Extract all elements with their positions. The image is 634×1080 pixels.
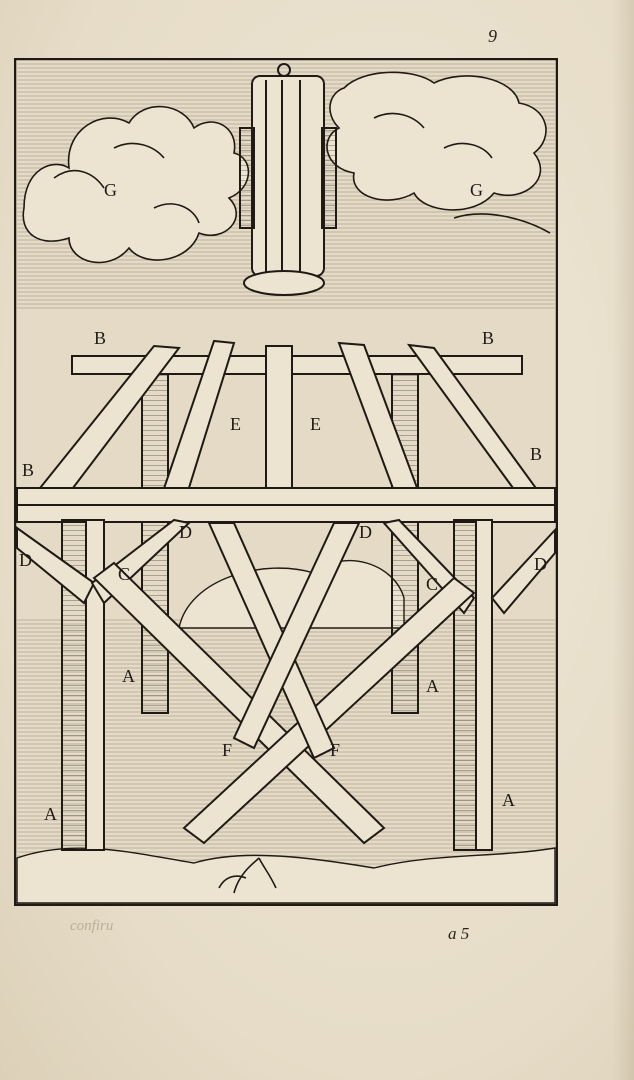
label-b-right: B xyxy=(530,444,543,464)
label-e-right: E xyxy=(310,414,321,434)
label-a-right: A xyxy=(502,790,515,810)
label-a-left: A xyxy=(44,804,57,824)
page-edge-shadow xyxy=(612,0,634,1080)
label-f-right: F xyxy=(330,740,341,760)
label-a-inner-left: A xyxy=(122,666,135,686)
label-a-inner-right: A xyxy=(426,676,439,696)
label-c-left: C xyxy=(118,564,131,584)
label-f-left: F xyxy=(222,740,233,760)
label-d-inner-right: D xyxy=(359,522,372,542)
label-d-left: D xyxy=(19,550,32,570)
label-c-right: C xyxy=(426,574,439,594)
page-number: 9 xyxy=(488,26,497,46)
label-g-left: G xyxy=(104,180,117,200)
woodcut-illustration xyxy=(14,58,558,906)
label-g-right: G xyxy=(470,180,483,200)
label-d-right: D xyxy=(534,554,547,574)
show-through-text: confiru xyxy=(70,918,114,934)
label-b-top-right: B xyxy=(482,328,495,348)
label-b-top-left: B xyxy=(94,328,107,348)
label-e-left: E xyxy=(230,414,241,434)
label-b-left: B xyxy=(22,460,35,480)
foreground-ground xyxy=(17,848,555,903)
hanging-cylinder xyxy=(240,64,336,295)
signature-mark: a 5 xyxy=(448,924,470,943)
woodcut-svg xyxy=(14,58,558,906)
label-d-inner-left: D xyxy=(179,522,192,542)
front-beam xyxy=(17,488,555,522)
